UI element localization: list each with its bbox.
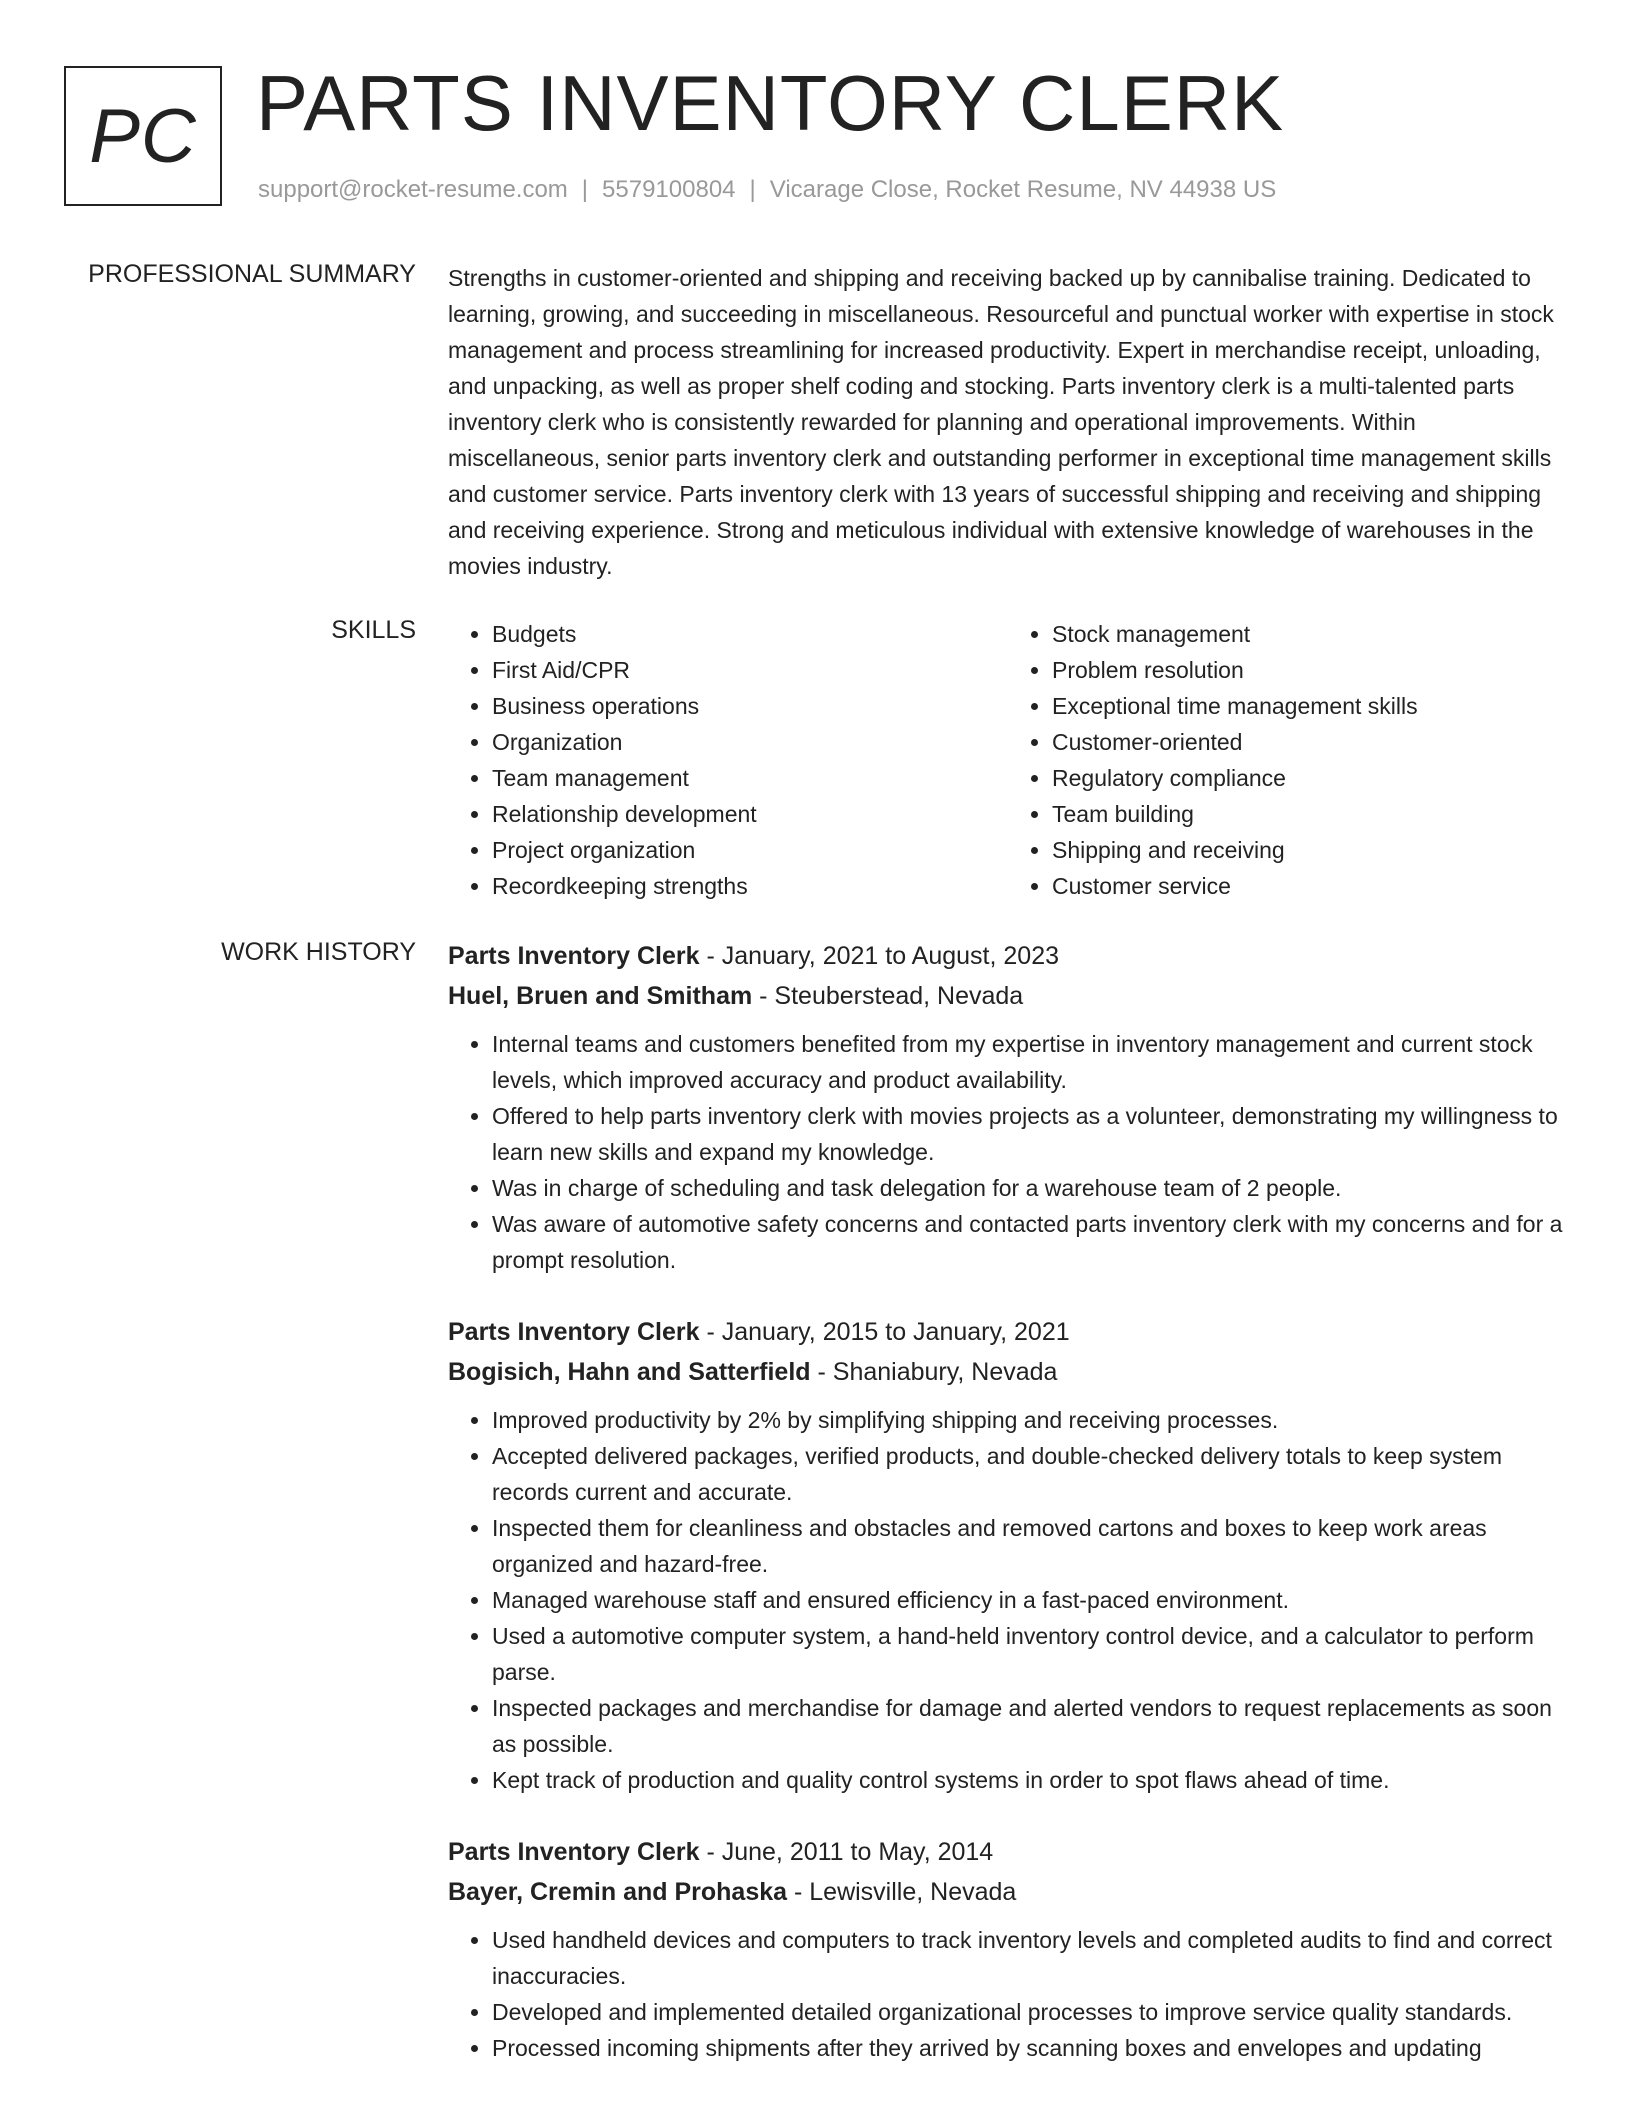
skill-item: • Customer service <box>1052 868 1568 904</box>
job-bullet: • Kept track of production and quality control systems in order to spot flaws ahead of time. <box>492 1762 1568 1798</box>
job-title: Parts Inventory Clerk <box>448 1318 700 1346</box>
job-bullet-list <box>448 1026 1568 1278</box>
skills-list-left <box>448 616 1008 904</box>
job-bullet: • Inspected packages and merchandise for damage and alerted vendors to request replacements as soon as possible. <box>492 1690 1568 1762</box>
skill-item: • Stock management <box>1052 616 1568 652</box>
skill-item: • Recordkeeping strengths <box>492 868 1008 904</box>
skill-item: • Problem resolution <box>1052 652 1568 688</box>
job-bullet: • Improved productivity by 2% by simplifying shipping and receiving processes. <box>492 1402 1568 1438</box>
work-heading: WORK HISTORY <box>221 938 416 966</box>
contact-phone: 5579100804 <box>602 176 736 203</box>
summary-heading: PROFESSIONAL SUMMARY <box>88 260 416 288</box>
job-title-line <box>448 1832 1568 1872</box>
skill-item: • Shipping and receiving <box>1052 832 1568 868</box>
job-entry <box>448 1832 1568 2066</box>
job-company-line <box>448 976 1568 1016</box>
job-title-line <box>448 936 1568 976</box>
contact-email: support@rocket-resume.com <box>258 176 568 203</box>
monogram-box <box>64 66 222 206</box>
skill-item: • Customer-oriented <box>1052 724 1568 760</box>
skill-item: • Exceptional time management skills <box>1052 688 1568 724</box>
job-dates: - June, 2011 to May, 2014 <box>699 1838 994 1866</box>
contact-address: Vicarage Close, Rocket Resume, NV 44938 US <box>769 176 1277 203</box>
monogram-initials: PC <box>89 93 197 179</box>
job-company: Huel, Bruen and Smitham <box>448 982 753 1010</box>
job-dates: - January, 2021 to August, 2023 <box>699 942 1060 970</box>
job-company: Bogisich, Hahn and Satterfield <box>448 1358 811 1386</box>
job-location: - Shaniabury, Nevada <box>810 1358 1058 1386</box>
job-bullet: • Internal teams and customers benefited from my expertise in inventory management and current stock levels, which improved accuracy and product availability. <box>492 1026 1568 1098</box>
skills-columns <box>448 616 1568 904</box>
skill-item: • Team building <box>1052 796 1568 832</box>
job-company: Bayer, Cremin and Prohaska <box>448 1878 788 1906</box>
skill-item: • Regulatory compliance <box>1052 760 1568 796</box>
job-entry <box>448 1312 1568 1798</box>
contact-separator: | <box>749 176 756 203</box>
job-dates: - January, 2015 to January, 2021 <box>699 1318 1070 1346</box>
contact-line <box>258 176 1276 204</box>
job-bullet: • Was aware of automotive safety concerns and contacted parts inventory clerk with my concerns and for a prompt resolution. <box>492 1206 1568 1278</box>
skill-item: • First Aid/CPR <box>492 652 1008 688</box>
skill-item: • Organization <box>492 724 1008 760</box>
job-location: - Lewisville, Nevada <box>787 1878 1017 1906</box>
job-bullet: • Accepted delivered packages, verified products, and double-checked delivery totals to keep system records current and accurate. <box>492 1438 1568 1510</box>
job-bullet: • Offered to help parts inventory clerk with movies projects as a volunteer, demonstrating my willingness to learn new skills and expand my knowledge. <box>492 1098 1568 1170</box>
job-bullet: • Developed and implemented detailed organizational processes to improve service quality standards. <box>492 1994 1568 2030</box>
job-title-line <box>448 1312 1568 1352</box>
skills-body <box>448 616 1568 904</box>
contact-separator: | <box>581 176 589 203</box>
skill-item: • Business operations <box>492 688 1008 724</box>
job-bullet: • Managed warehouse staff and ensured efficiency in a fast-paced environment. <box>492 1582 1568 1618</box>
skill-item: • Team management <box>492 760 1008 796</box>
job-bullet: • Was in charge of scheduling and task delegation for a warehouse team of 2 people. <box>492 1170 1568 1206</box>
job-bullet: • Used a automotive computer system, a hand-held inventory control device, and a calculator to perform parse. <box>492 1618 1568 1690</box>
summary-body <box>448 260 1568 584</box>
resume-title: PARTS INVENTORY CLERK <box>256 59 1285 147</box>
job-company-line <box>448 1352 1568 1392</box>
job-bullet-list <box>448 1402 1568 1798</box>
skills-heading: SKILLS <box>331 616 416 644</box>
skill-item: • Project organization <box>492 832 1008 868</box>
work-body <box>448 936 1568 2100</box>
summary-text: Strengths in customer-oriented and shipping and receiving backed up by cannibalise training. Dedicated to learning, growing, and succeeding in miscellaneous. Resourceful and punctual worker with expertise in stock management and process streamlining for increased productivity. Expert in merchandise receipt, unloading, and unpacking, as well as proper shelf coding and stocking. Parts inventory clerk is a multi-talented parts inventory clerk who is consistently rewarded for planning and operational improvements. Within miscellaneous, senior parts inventory clerk and outstanding performer in exceptional time management skills and customer service. Parts inventory clerk with 13 years of successful shipping and receiving and shipping and receiving experience. Strong and meticulous individual with extensive knowledge of warehouses in the movies industry. <box>448 265 1554 579</box>
job-bullet-list <box>448 1922 1568 2066</box>
job-entry <box>448 936 1568 1278</box>
job-title: Parts Inventory Clerk <box>448 1838 700 1866</box>
job-company-line <box>448 1872 1568 1912</box>
skills-list-right <box>1008 616 1568 904</box>
job-title: Parts Inventory Clerk <box>448 942 700 970</box>
job-bullet: • Used handheld devices and computers to track inventory levels and completed audits to find and correct inaccuracies. <box>492 1922 1568 1994</box>
skill-item: • Relationship development <box>492 796 1008 832</box>
job-location: - Steuberstead, Nevada <box>752 982 1024 1010</box>
skill-item: • Budgets <box>492 616 1008 652</box>
job-bullet: • Processed incoming shipments after they arrived by scanning boxes and envelopes and updating <box>492 2030 1568 2066</box>
job-bullet: • Inspected them for cleanliness and obstacles and removed cartons and boxes to keep work areas organized and hazard-free. <box>492 1510 1568 1582</box>
